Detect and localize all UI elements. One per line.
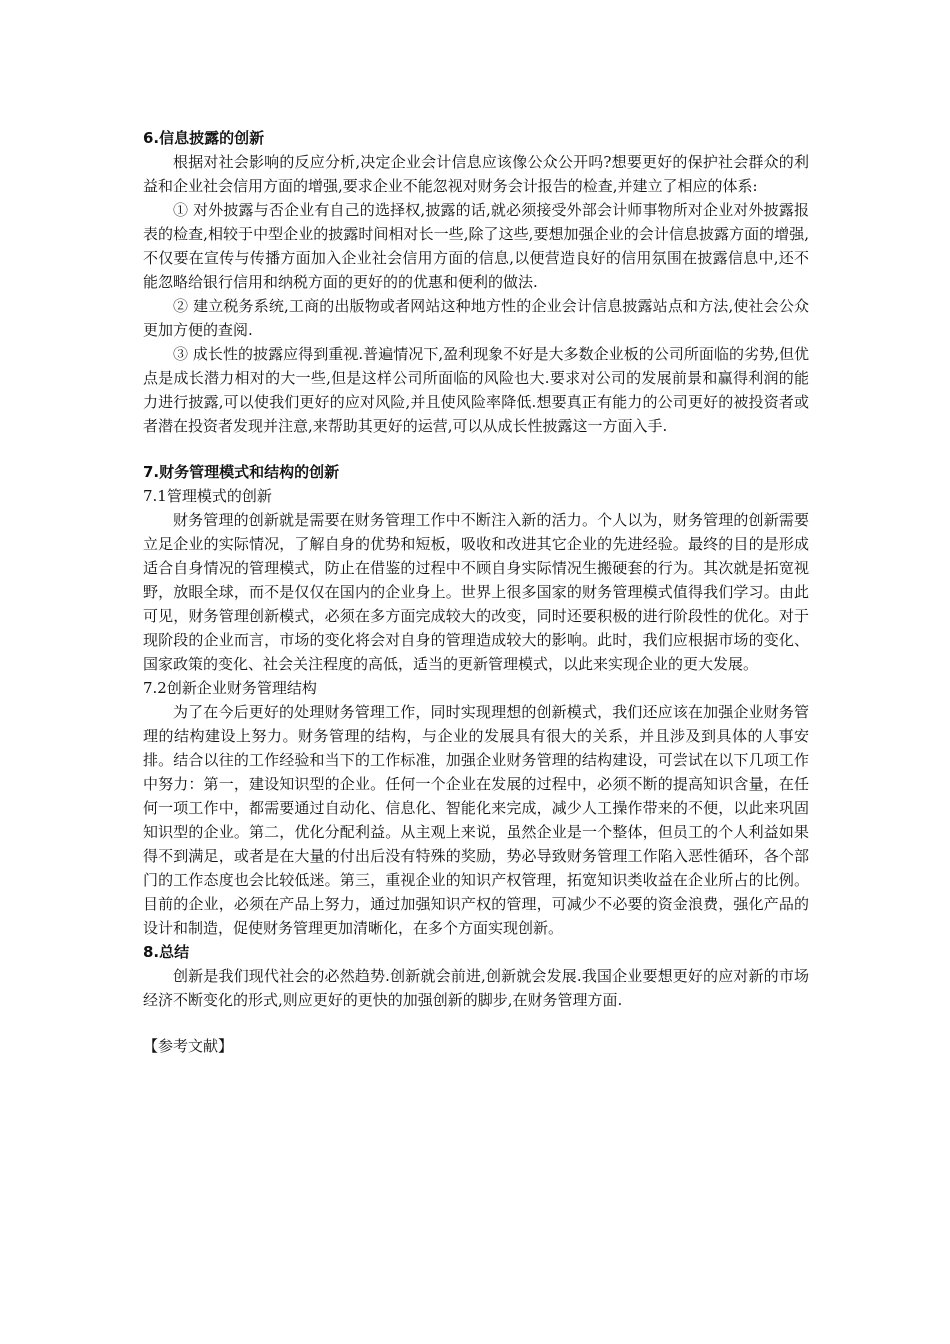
section-7-heading: 7.财务管理模式和结构的创新: [143, 463, 340, 481]
section-8-heading: 8.总结: [143, 943, 190, 961]
section-6-point-1: ① 对外披露与否企业有自己的选择权,披露的话,就必须接受外部会计师事物所对企业对外披露报表的检查,相较于中型企业的披露时间相对长一些,除了这些,要想加强企业的会计信息披露方面的增强,不仅要在宣传与传播方面加入企业社会信用方面的信息,以便营造良好的信用氛围在披露信息中,还不能忽略给银行信用和纳税方面的更好的的优惠和便利的做法.: [143, 201, 809, 291]
document-page: [143, 126, 809, 1058]
section-7-1-heading: 7.1管理模式的创新: [143, 487, 272, 505]
section-6-point-3: ③ 成长性的披露应得到重视.普遍情况下,盈利现象不好是大多数企业板的公司所面临的劣势,但优点是成长潜力相对的大一些,但是这样公司所面临的风险也大.要求对公司的发展前景和赢得利润的能力进行披露,可以使我们更好的应对风险,并且使风险率降低.想要真正有能力的公司更好的被投资者或者潜在投资者发现并注意,来帮助其更好的运营,可以从成长性披露这一方面入手.: [143, 345, 809, 435]
section-6-heading: 6.信息披露的创新: [143, 129, 265, 147]
section-7-2-heading: 7.2创新企业财务管理结构: [143, 679, 317, 697]
section-7-2-text: 为了在今后更好的处理财务管理工作，同时实现理想的创新模式，我们还应该在加强企业财务管理的结构建设上努力。财务管理的结构，与企业的发展具有很大的关系，并且涉及到具体的人事安排。结合以往的工作经验和当下的工作标准，加强企业财务管理的结构建设，可尝试在以下几项工作中努力：第一，建设知识型的企业。任何一个企业在发展的过程中，必须不断的提高知识含量，在任何一项工作中，都需要通过自动化、信息化、智能化来完成，减少人工操作带来的不便，以此来巩固知识型的企业。第二，优化分配利益。从主观上来说，虽然企业是一个整体，但员工的个人利益如果得不到满足，或者是在大量的付出后没有特殊的奖励，势必导致财务管理工作陷入恶性循环，各个部门的工作态度也会比较低迷。第三，重视企业的知识产权管理，拓宽知识类收益在企业所占的比例。目前的企业，必须在产品上努力，通过加强知识产权的管理，可减少不必要的资金浪费，强化产品的设计和制造，促使财务管理更加清晰化，在多个方面实现创新。: [143, 703, 809, 937]
section-8-text: 创新是我们现代社会的必然趋势.创新就会前进,创新就会发展.我国企业要想更好的应对新的市场经济不断变化的形式,则应更好的更快的加强创新的脚步,在财务管理方面.: [143, 967, 809, 1009]
section-6-intro: 根据对社会影响的反应分析,决定企业会计信息应该像公众公开吗?想要更好的保护社会群众的利益和企业社会信用方面的增强,要求企业不能忽视对财务会计报告的检查,并建立了相应的体系:: [143, 153, 809, 195]
section-6-point-2: ② 建立税务系统,工商的出版物或者网站这种地方性的企业会计信息披露站点和方法,使社会公众更加方便的查阅.: [143, 297, 809, 339]
references-label: 【参考文献】: [143, 1037, 234, 1055]
section-spacer: [143, 438, 809, 460]
section-7-1-text: 财务管理的创新就是需要在财务管理工作中不断注入新的活力。个人以为，财务管理的创新需要立足企业的实际情况，了解自身的优势和短板，吸收和改进其它企业的先进经验。最终的目的是形成适合自身情况的管理模式，防止在借鉴的过程中不顾自身实际情况生搬硬套的行为。其次就是拓宽视野，放眼全球，而不是仅仅在国内的企业身上。世界上很多国家的财务管理模式值得我们学习。由此可见，财务管理创新模式，必须在多方面完成较大的改变，同时还要积极的进行阶段性的优化。对于现阶段的企业而言，市场的变化将会对自身的管理造成较大的影响。此时，我们应根据市场的变化、国家政策的变化、社会关注程度的高低，适当的更新管理模式，以此来实现企业的更大发展。: [143, 511, 809, 673]
